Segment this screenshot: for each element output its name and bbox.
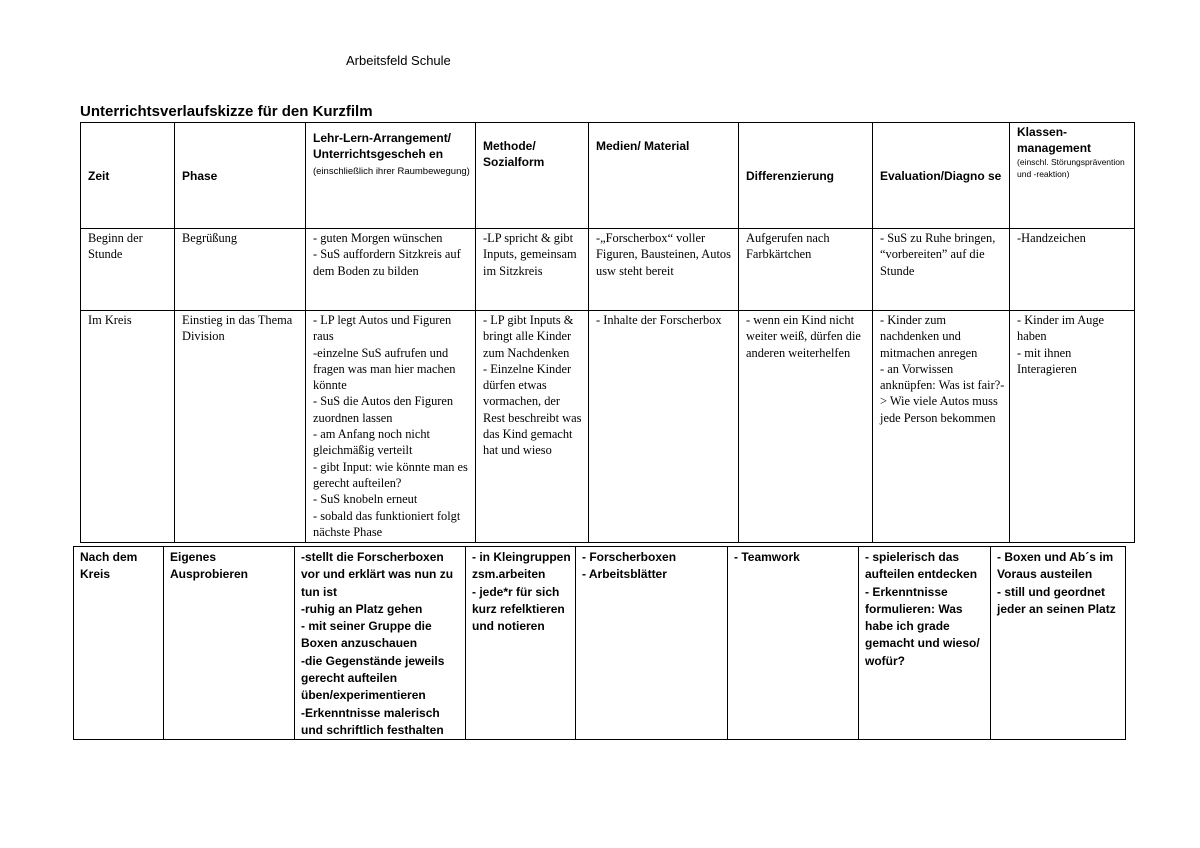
cell-zeit: Nach dem Kreis <box>74 547 164 740</box>
header-differenzierung: Differenzierung <box>739 123 873 229</box>
cell-klassen: - Boxen und Ab´s im Voraus austeilen - still und geordnet jeder an seinen Platz <box>991 547 1126 740</box>
cell-methode: -LP spricht & gibt Inputs, gemeinsam im Sitzkreis <box>476 229 589 311</box>
cell-methode: - in Kleingruppen zsm.arbeiten - jede*r für sich kurz refelktieren und notieren <box>466 547 576 740</box>
cell-zeit: Beginn der Stunde <box>81 229 175 311</box>
cell-differenzierung: Aufgerufen nach Farbkärtchen <box>739 229 873 311</box>
cell-differenzierung: - wenn ein Kind nicht weiter weiß, dürfen die anderen weiterhelfen <box>739 311 873 543</box>
cell-medien: - Forscherboxen - Arbeitsblätter <box>576 547 728 740</box>
header-methode: Methode/ Sozialform <box>476 123 589 229</box>
page-header-title: Arbeitsfeld Schule <box>346 53 451 68</box>
cell-klassen: -Handzeichen <box>1010 229 1135 311</box>
table-row <box>74 547 1126 740</box>
header-phase: Phase <box>175 123 306 229</box>
header-evaluation: Evaluation/Diagno se <box>873 123 1010 229</box>
lesson-plan-table-continued <box>73 546 1126 740</box>
table-header-row <box>81 123 1135 229</box>
header-lehr-lern: Lehr-Lern-Arrangement/ Unterrichtsgescheh en (einschließlich ihrer Raumbewegung) <box>306 123 476 229</box>
cell-lehr-lern: -stellt die Forscherboxen vor und erklärt was nun zu tun ist -ruhig an Platz gehen - mit seiner Gruppe die Boxen anzuschauen -die Gegenstände jeweils gerecht aufteilen üben/experimentieren -Erkenntnisse malerisch und schriftlich festhalten <box>295 547 466 740</box>
table-row <box>81 311 1135 543</box>
header-klassen-note: (einschl. Störungsprävention und -reaktion) <box>1017 157 1125 179</box>
cell-methode: - LP gibt Inputs & bringt alle Kinder zum Nachdenken - Einzelne Kinder dürfen etwas vormachen, der Rest beschreibt was das Kind gemacht hat und wieso <box>476 311 589 543</box>
table-row <box>81 229 1135 311</box>
lesson-plan-table <box>80 122 1135 543</box>
cell-phase: Eigenes Ausprobieren <box>164 547 295 740</box>
cell-evaluation: - SuS zu Ruhe bringen, “vorbereiten” auf die Stunde <box>873 229 1010 311</box>
cell-evaluation: - spielerisch das aufteilen entdecken - Erkenntnisse formulieren: Was habe ich grade gemacht und wieso/ wofür? <box>859 547 991 740</box>
cell-phase: Einstieg in das Thema Division <box>175 311 306 543</box>
cell-lehr-lern: - guten Morgen wünschen - SuS auffordern Sitzkreis auf dem Boden zu bilden <box>306 229 476 311</box>
header-zeit: Zeit <box>81 123 175 229</box>
cell-differenzierung: - Teamwork <box>728 547 859 740</box>
header-lehr-lern-note: (einschließlich ihrer Raumbewegung) <box>313 166 470 177</box>
document-title: Unterrichtsverlaufskizze für den Kurzfilm <box>80 103 373 120</box>
cell-medien: -„Forscherbox“ voller Figuren, Bausteinen, Autos usw steht bereit <box>589 229 739 311</box>
cell-klassen: - Kinder im Auge haben - mit ihnen Interagieren <box>1010 311 1135 543</box>
cell-zeit: Im Kreis <box>81 311 175 543</box>
cell-phase: Begrüßung <box>175 229 306 311</box>
cell-lehr-lern: - LP legt Autos und Figuren raus -einzelne SuS aufrufen und fragen was man hier machen könnte - SuS die Autos den Figuren zuordnen lassen - am Anfang noch nicht gleichmäßig verteilt - gibt Input: wie könnte man es gerecht aufteilen? - SuS knobeln erneut - sobald das funktioniert folgt nächste Phase <box>306 311 476 543</box>
cell-medien: - Inhalte der Forscherbox <box>589 311 739 543</box>
header-medien: Medien/ Material <box>589 123 739 229</box>
header-klassen: Klassen-management (einschl. Störungsprävention und -reaktion) <box>1010 123 1135 229</box>
cell-evaluation: - Kinder zum nachdenken und mitmachen anregen - an Vorwissen anknüpfen: Was ist fair?-> Wie viele Autos muss jede Person bekommen <box>873 311 1010 543</box>
